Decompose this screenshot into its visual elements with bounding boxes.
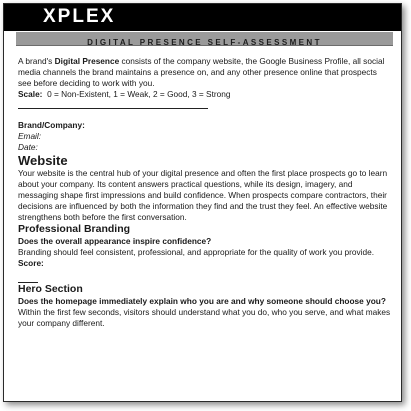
scale-text: 0 = Non-Existent, 1 = Weak, 2 = Good, 3 = Strong — [47, 89, 231, 99]
intro-paragraph — [18, 56, 391, 89]
document-page — [3, 3, 402, 402]
hero-body: Within the first few seconds, visitors should understand what you do, who you serve, and what makes your company different. — [18, 307, 391, 328]
scale-label: Scale: — [18, 89, 43, 99]
branding-question: Does the overall appearance inspire confidence? — [18, 236, 212, 246]
document-title: DIGITAL PRESENCE SELF-ASSESSMENT — [87, 38, 322, 47]
intro-term: Digital Presence — [54, 56, 120, 66]
hero-heading: Hero Section — [18, 283, 83, 295]
divider-line — [18, 108, 208, 109]
website-heading: Website — [18, 153, 68, 168]
brand-logo: XPLEX — [43, 6, 116, 27]
intro-rest: consists of the company website, the Google Business Profile, all social media channels the brand maintains a presence on, and any other presence online that prospects see before deciding to work with you. — [18, 56, 385, 88]
branding-score-label: Score: — [18, 258, 44, 268]
website-body: Your website is the central hub of your digital presence and often the first place prospects go to learn about your company. Its content answers practical questions, while its design, imagery, and messaging shape first impressions and build confidence. When prospects compare contractors, their decisions are influenced by both the information they find and the trust they feel. An effective website strengthens both before the first conversation. — [18, 168, 388, 222]
title-banner — [16, 32, 393, 46]
branding-body: Branding should feel consistent, professional, and appropriate for the quality of work you provide. — [18, 247, 375, 257]
email-field-label: Email: — [18, 131, 42, 141]
brand-field-label: Brand/Company: — [18, 120, 85, 130]
document-body — [18, 56, 391, 329]
branding-heading: Professional Branding — [18, 223, 131, 235]
contact-fields — [18, 120, 391, 153]
hero-question: Does the homepage immediately explain who you are and why someone should choose you? — [18, 296, 386, 306]
header-band — [4, 4, 401, 31]
date-field-label: Date: — [18, 142, 38, 152]
intro-lead: A brand's — [18, 56, 53, 66]
scale-line — [18, 89, 391, 100]
